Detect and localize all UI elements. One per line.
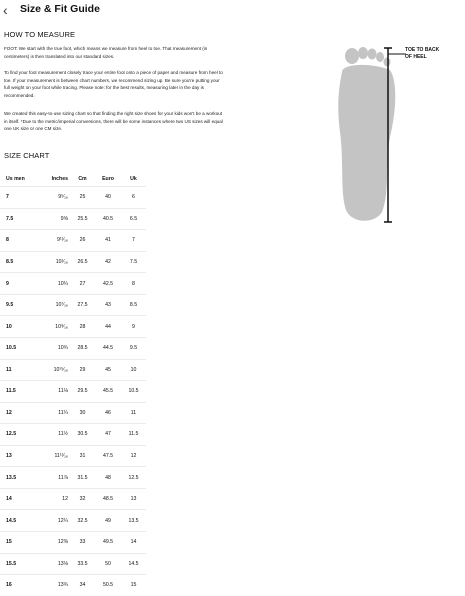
table-cell: 46 <box>95 402 121 424</box>
table-row <box>0 532 146 554</box>
table-cell: 12.5 <box>0 424 35 446</box>
how-to-measure-heading: HOW TO MEASURE <box>4 30 76 39</box>
table-cell: 10.5 <box>121 381 146 403</box>
table-cell: 32.5 <box>70 510 95 532</box>
table-cell: 11 <box>121 402 146 424</box>
table-row <box>0 510 146 532</box>
table-cell: 48 <box>95 467 121 489</box>
table-cell: 27.5 <box>70 294 95 316</box>
table-cell: 28 <box>70 316 95 338</box>
foot-diagram <box>330 42 460 227</box>
table-row <box>0 251 146 273</box>
table-cell: 47 <box>95 424 121 446</box>
table-cell: 10.5 <box>0 337 35 359</box>
table-cell: 30.5 <box>70 424 95 446</box>
table-cell: 44 <box>95 316 121 338</box>
table-cell: 14.5 <box>121 553 146 575</box>
table-cell: 8.5 <box>121 294 146 316</box>
table-cell: 10⁹⁄₁₆ <box>35 316 70 338</box>
table-row <box>0 381 146 403</box>
table-cell: 33.5 <box>70 553 95 575</box>
table-cell: 13⅛ <box>35 553 70 575</box>
table-cell: 41 <box>95 230 121 252</box>
column-header: Euro <box>102 176 114 182</box>
table-row <box>0 230 146 252</box>
table-cell: 9.5 <box>121 337 146 359</box>
table-cell: 6 <box>121 187 146 209</box>
table-cell: 7 <box>0 187 35 209</box>
table-cell: 13.5 <box>121 510 146 532</box>
table-cell: 30 <box>70 402 95 424</box>
table-cell: 11.5 <box>0 381 35 403</box>
table-cell: 12 <box>121 445 146 467</box>
table-row <box>0 488 146 510</box>
size-chart-heading: SIZE CHART <box>4 151 50 160</box>
table-cell: 10¾ <box>35 337 70 359</box>
table-cell: 8.5 <box>0 251 35 273</box>
table-cell: 9⁵⁄₁₆ <box>35 187 70 209</box>
table-cell: 12¼ <box>35 510 70 532</box>
measure-paragraph-3: We created this easy-to-use sizing chart so that finding the right size shoes for your kids won't be a workout in itself. *Due to the metric/imperial conversions, there will be some instances where two US sizes will equal one UK size or one CM size. <box>4 111 223 132</box>
table-cell: 11¼ <box>35 402 70 424</box>
table-cell: 9.5 <box>0 294 35 316</box>
table-row <box>0 359 146 381</box>
table-row <box>0 467 146 489</box>
table-cell: 8 <box>121 273 146 295</box>
size-chart-table <box>0 172 146 596</box>
table-cell: 11¹¹⁄₁₆ <box>35 445 70 467</box>
table-cell: 26 <box>70 230 95 252</box>
chevron-left-icon[interactable]: ‹ <box>3 2 8 18</box>
table-cell: 15.5 <box>0 553 35 575</box>
column-header: Uk <box>130 176 137 182</box>
table-cell: 32 <box>70 488 95 510</box>
column-header: Inches <box>51 176 68 182</box>
table-cell: 11½ <box>35 424 70 446</box>
table-cell: 12 <box>35 488 70 510</box>
table-cell: 12 <box>0 402 35 424</box>
table-cell: 14.5 <box>0 510 35 532</box>
table-cell: 11 <box>0 359 35 381</box>
table-cell: 8 <box>0 230 35 252</box>
table-cell: 10¹⁵⁄₁₆ <box>35 359 70 381</box>
table-row <box>0 575 146 596</box>
table-cell: 10¹⁄₁₆ <box>35 251 70 273</box>
table-cell: 25.5 <box>70 208 95 230</box>
table-cell: 45.5 <box>95 381 121 403</box>
table-cell: 9¹¹⁄₁₆ <box>35 230 70 252</box>
table-row <box>0 187 146 209</box>
table-cell: 10 <box>0 316 35 338</box>
table-row <box>0 445 146 467</box>
table-cell: 14 <box>0 488 35 510</box>
table-cell: 45 <box>95 359 121 381</box>
table-cell: 6.5 <box>121 208 146 230</box>
table-cell: 43 <box>95 294 121 316</box>
table-header-row <box>0 172 146 187</box>
column-header: Cm <box>78 176 87 182</box>
table-cell: 50.5 <box>95 575 121 596</box>
table-cell: 11⅞ <box>35 467 70 489</box>
table-row <box>0 208 146 230</box>
table-cell: 31.5 <box>70 467 95 489</box>
table-row <box>0 316 146 338</box>
table-cell: 15 <box>0 532 35 554</box>
table-cell: 13¾ <box>35 575 70 596</box>
table-cell: 42.5 <box>95 273 121 295</box>
table-cell: 13 <box>0 445 35 467</box>
table-cell: 25 <box>70 187 95 209</box>
table-cell: 11⅛ <box>35 381 70 403</box>
table-cell: 48.5 <box>95 488 121 510</box>
table-cell: 50 <box>95 553 121 575</box>
table-cell: 10 <box>121 359 146 381</box>
table-row <box>0 273 146 295</box>
table-cell: 26.5 <box>70 251 95 273</box>
measure-paragraph-1: FOOT: We start with the true foot, which means we measure from heel to toe. That measurement (in centimeters) is then translated into our standard sizes. <box>4 46 208 59</box>
table-cell: 14 <box>121 532 146 554</box>
table-row <box>0 424 146 446</box>
table-cell: 27 <box>70 273 95 295</box>
table-cell: 7 <box>121 230 146 252</box>
table-cell: 47.5 <box>95 445 121 467</box>
table-cell: 15 <box>121 575 146 596</box>
table-row <box>0 402 146 424</box>
table-cell: 28.5 <box>70 337 95 359</box>
foot-measure-label: TOE TO BACK OF HEEL <box>405 47 440 60</box>
table-cell: 33 <box>70 532 95 554</box>
table-cell: 13 <box>121 488 146 510</box>
table-row <box>0 553 146 575</box>
table-cell: 10⁷⁄₁₆ <box>35 294 70 316</box>
table-cell: 9 <box>121 316 146 338</box>
measure-paragraph-2: To find your foot measurement closely trace your entire foot onto a piece of paper and measure from heel to toe. If your measurement is between chart numbers, we recommend sizing up. Be sure you're putting your full weight on your foot while tracing. Please note: for the best results, measuring later in the day is recommended. <box>4 70 223 99</box>
table-cell: 34 <box>70 575 95 596</box>
table-cell: 29.5 <box>70 381 95 403</box>
table-cell: 9 <box>0 273 35 295</box>
table-cell: 44.5 <box>95 337 121 359</box>
table-cell: 13.5 <box>0 467 35 489</box>
table-cell: 9⅝ <box>35 208 70 230</box>
table-cell: 7.5 <box>121 251 146 273</box>
table-cell: 7.5 <box>0 208 35 230</box>
header <box>0 0 465 22</box>
table-cell: 49 <box>95 510 121 532</box>
table-cell: 49.5 <box>95 532 121 554</box>
table-cell: 31 <box>70 445 95 467</box>
table-cell: 11.5 <box>121 424 146 446</box>
page-title: Size & Fit Guide <box>20 3 100 15</box>
table-cell: 42 <box>95 251 121 273</box>
table-cell: 16 <box>0 575 35 596</box>
table-row <box>0 294 146 316</box>
table-cell: 10¼ <box>35 273 70 295</box>
table-cell: 12⅜ <box>35 532 70 554</box>
table-cell: 40 <box>95 187 121 209</box>
column-header: Us men <box>6 176 25 182</box>
table-cell: 29 <box>70 359 95 381</box>
table-cell: 12.5 <box>121 467 146 489</box>
table-cell: 40.5 <box>95 208 121 230</box>
table-row <box>0 337 146 359</box>
foot-icon <box>330 42 460 227</box>
